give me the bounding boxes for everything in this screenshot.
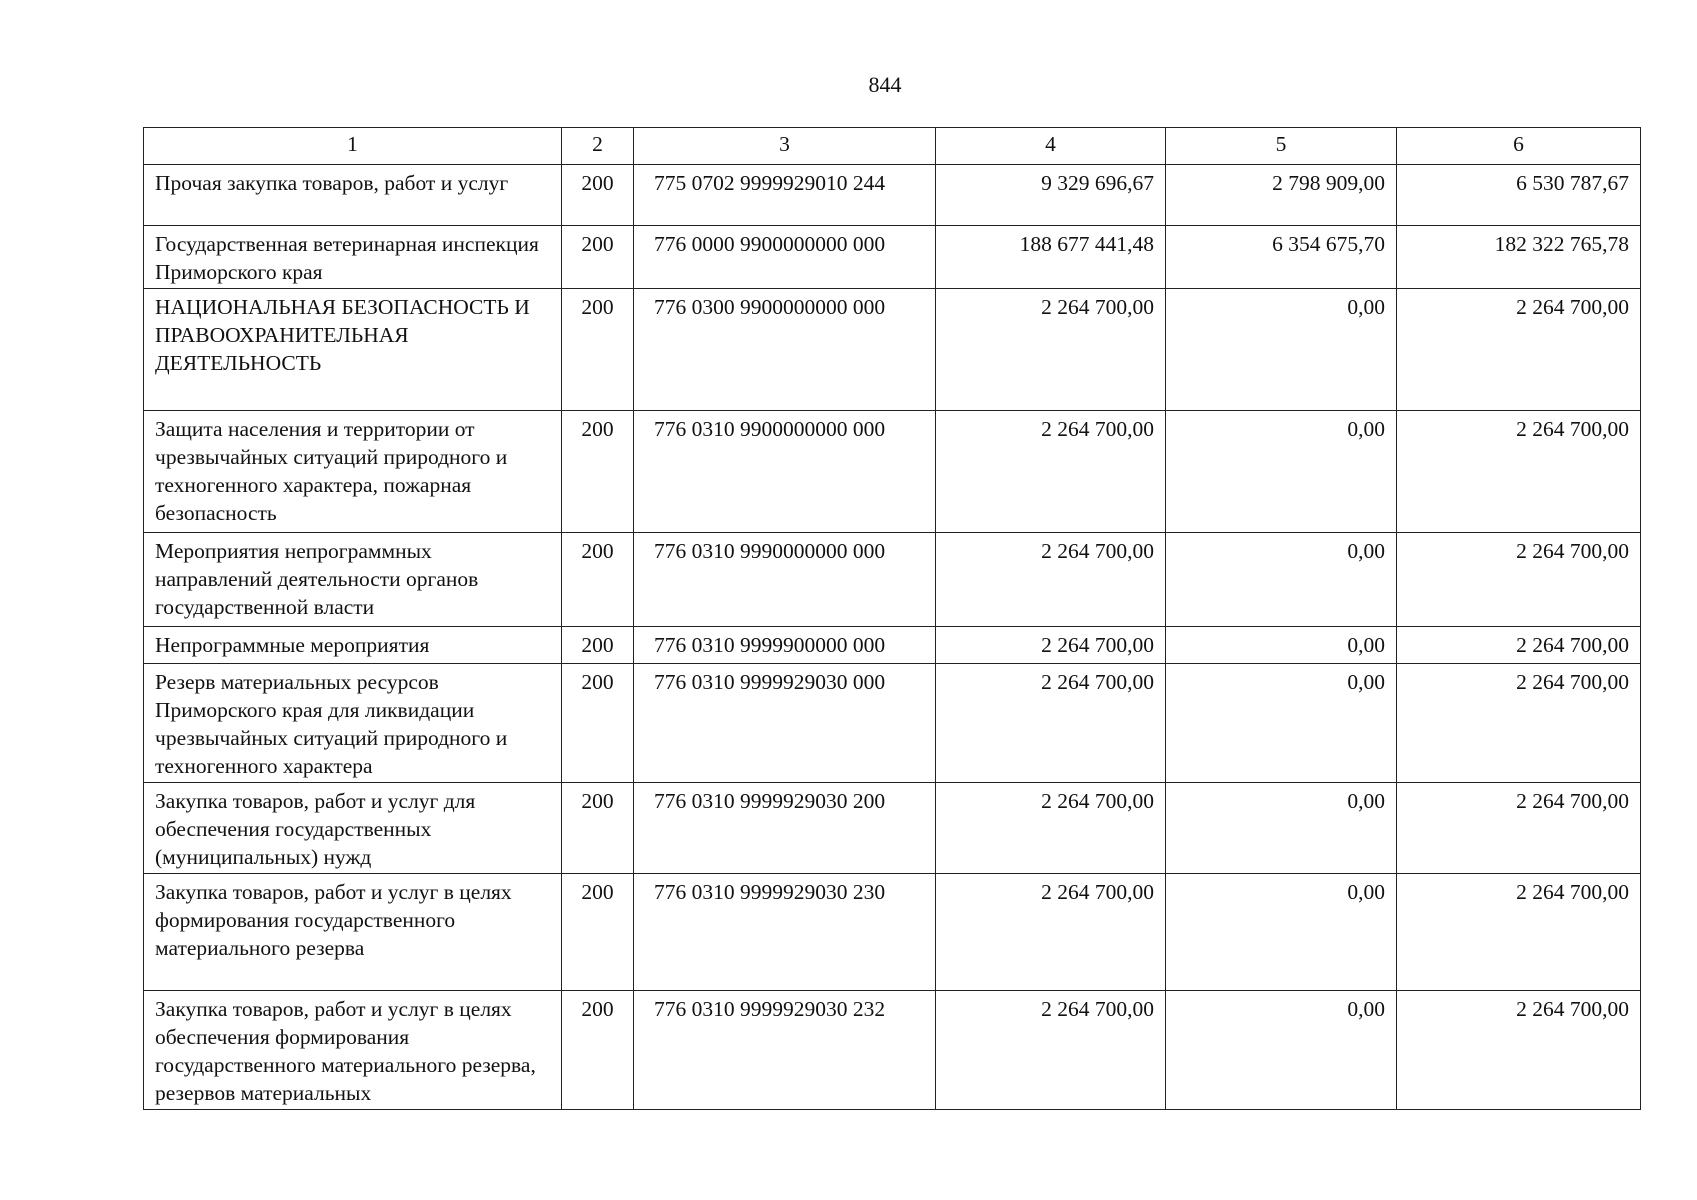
row-admin-code: 200 xyxy=(562,664,634,783)
row-admin-code: 200 xyxy=(562,627,634,664)
table-row xyxy=(144,991,1641,1110)
budget-table xyxy=(143,127,1641,1110)
row-executed-amount: 2 798 909,00 xyxy=(1166,165,1397,226)
row-plan-amount: 2 264 700,00 xyxy=(936,783,1166,874)
row-name: Мероприятия непрограммных направлений деятельности органов государственной власти xyxy=(144,533,562,627)
row-plan-amount: 2 264 700,00 xyxy=(936,289,1166,411)
table-header-row xyxy=(144,128,1641,165)
row-name: Прочая закупка товаров, работ и услуг xyxy=(144,165,562,226)
row-admin-code: 200 xyxy=(562,226,634,289)
column-header: 6 xyxy=(1397,128,1641,165)
row-admin-code: 200 xyxy=(562,874,634,991)
row-admin-code: 200 xyxy=(562,289,634,411)
table-row xyxy=(144,783,1641,874)
row-name: Закупка товаров, работ и услуг в целях формирования государственного материального резерва xyxy=(144,874,562,991)
row-executed-amount: 0,00 xyxy=(1166,627,1397,664)
row-budget-code: 776 0300 9900000000 000 xyxy=(634,289,936,411)
row-remaining-amount: 2 264 700,00 xyxy=(1397,533,1641,627)
row-executed-amount: 0,00 xyxy=(1166,874,1397,991)
row-budget-code: 776 0310 9990000000 000 xyxy=(634,533,936,627)
column-header: 5 xyxy=(1166,128,1397,165)
table-row xyxy=(144,874,1641,991)
row-executed-amount: 0,00 xyxy=(1166,289,1397,411)
row-admin-code: 200 xyxy=(562,991,634,1110)
row-remaining-amount: 2 264 700,00 xyxy=(1397,874,1641,991)
row-plan-amount: 9 329 696,67 xyxy=(936,165,1166,226)
row-remaining-amount: 2 264 700,00 xyxy=(1397,991,1641,1110)
table-row xyxy=(144,226,1641,289)
row-admin-code: 200 xyxy=(562,165,634,226)
row-plan-amount: 2 264 700,00 xyxy=(936,874,1166,991)
row-budget-code: 776 0310 9900000000 000 xyxy=(634,411,936,533)
row-budget-code: 776 0000 9900000000 000 xyxy=(634,226,936,289)
row-remaining-amount: 2 264 700,00 xyxy=(1397,411,1641,533)
row-name: НАЦИОНАЛЬНАЯ БЕЗОПАСНОСТЬ И ПРАВООХРАНИТЕЛЬНАЯ ДЕЯТЕЛЬНОСТЬ xyxy=(144,289,562,411)
row-name: Резерв материальных ресурсов Приморского края для ликвидации чрезвычайных ситуаций природного и техногенного характера xyxy=(144,664,562,783)
row-remaining-amount: 2 264 700,00 xyxy=(1397,664,1641,783)
table-row xyxy=(144,664,1641,783)
row-budget-code: 776 0310 9999929030 232 xyxy=(634,991,936,1110)
row-executed-amount: 0,00 xyxy=(1166,533,1397,627)
row-name: Непрограммные мероприятия xyxy=(144,627,562,664)
row-remaining-amount: 2 264 700,00 xyxy=(1397,289,1641,411)
row-name: Государственная ветеринарная инспекция Приморского края xyxy=(144,226,562,289)
row-remaining-amount: 2 264 700,00 xyxy=(1397,783,1641,874)
row-name: Защита населения и территории от чрезвычайных ситуаций природного и техногенного характера, пожарная безопасность xyxy=(144,411,562,533)
row-executed-amount: 0,00 xyxy=(1166,783,1397,874)
row-executed-amount: 0,00 xyxy=(1166,991,1397,1110)
row-plan-amount: 2 264 700,00 xyxy=(936,411,1166,533)
row-budget-code: 776 0310 9999900000 000 xyxy=(634,627,936,664)
row-plan-amount: 188 677 441,48 xyxy=(936,226,1166,289)
table-row xyxy=(144,627,1641,664)
row-budget-code: 776 0310 9999929030 200 xyxy=(634,783,936,874)
row-admin-code: 200 xyxy=(562,411,634,533)
table-row xyxy=(144,533,1641,627)
table-row xyxy=(144,165,1641,226)
row-remaining-amount: 2 264 700,00 xyxy=(1397,627,1641,664)
table-row xyxy=(144,411,1641,533)
row-budget-code: 776 0310 9999929030 230 xyxy=(634,874,936,991)
row-executed-amount: 6 354 675,70 xyxy=(1166,226,1397,289)
row-plan-amount: 2 264 700,00 xyxy=(936,627,1166,664)
column-header: 3 xyxy=(634,128,936,165)
row-plan-amount: 2 264 700,00 xyxy=(936,664,1166,783)
row-name: Закупка товаров, работ и услуг в целях обеспечения формирования государственного материального резерва, резервов материальных xyxy=(144,991,562,1110)
column-header: 4 xyxy=(936,128,1166,165)
row-remaining-amount: 182 322 765,78 xyxy=(1397,226,1641,289)
row-remaining-amount: 6 530 787,67 xyxy=(1397,165,1641,226)
row-plan-amount: 2 264 700,00 xyxy=(936,533,1166,627)
row-executed-amount: 0,00 xyxy=(1166,664,1397,783)
row-budget-code: 776 0310 9999929030 000 xyxy=(634,664,936,783)
row-name: Закупка товаров, работ и услуг для обеспечения государственных (муниципальных) нужд xyxy=(144,783,562,874)
row-admin-code: 200 xyxy=(562,533,634,627)
row-executed-amount: 0,00 xyxy=(1166,411,1397,533)
row-budget-code: 775 0702 9999929010 244 xyxy=(634,165,936,226)
row-plan-amount: 2 264 700,00 xyxy=(936,991,1166,1110)
page-number: 844 xyxy=(868,72,902,97)
row-admin-code: 200 xyxy=(562,783,634,874)
column-header: 1 xyxy=(144,128,562,165)
table-row xyxy=(144,289,1641,411)
column-header: 2 xyxy=(562,128,634,165)
